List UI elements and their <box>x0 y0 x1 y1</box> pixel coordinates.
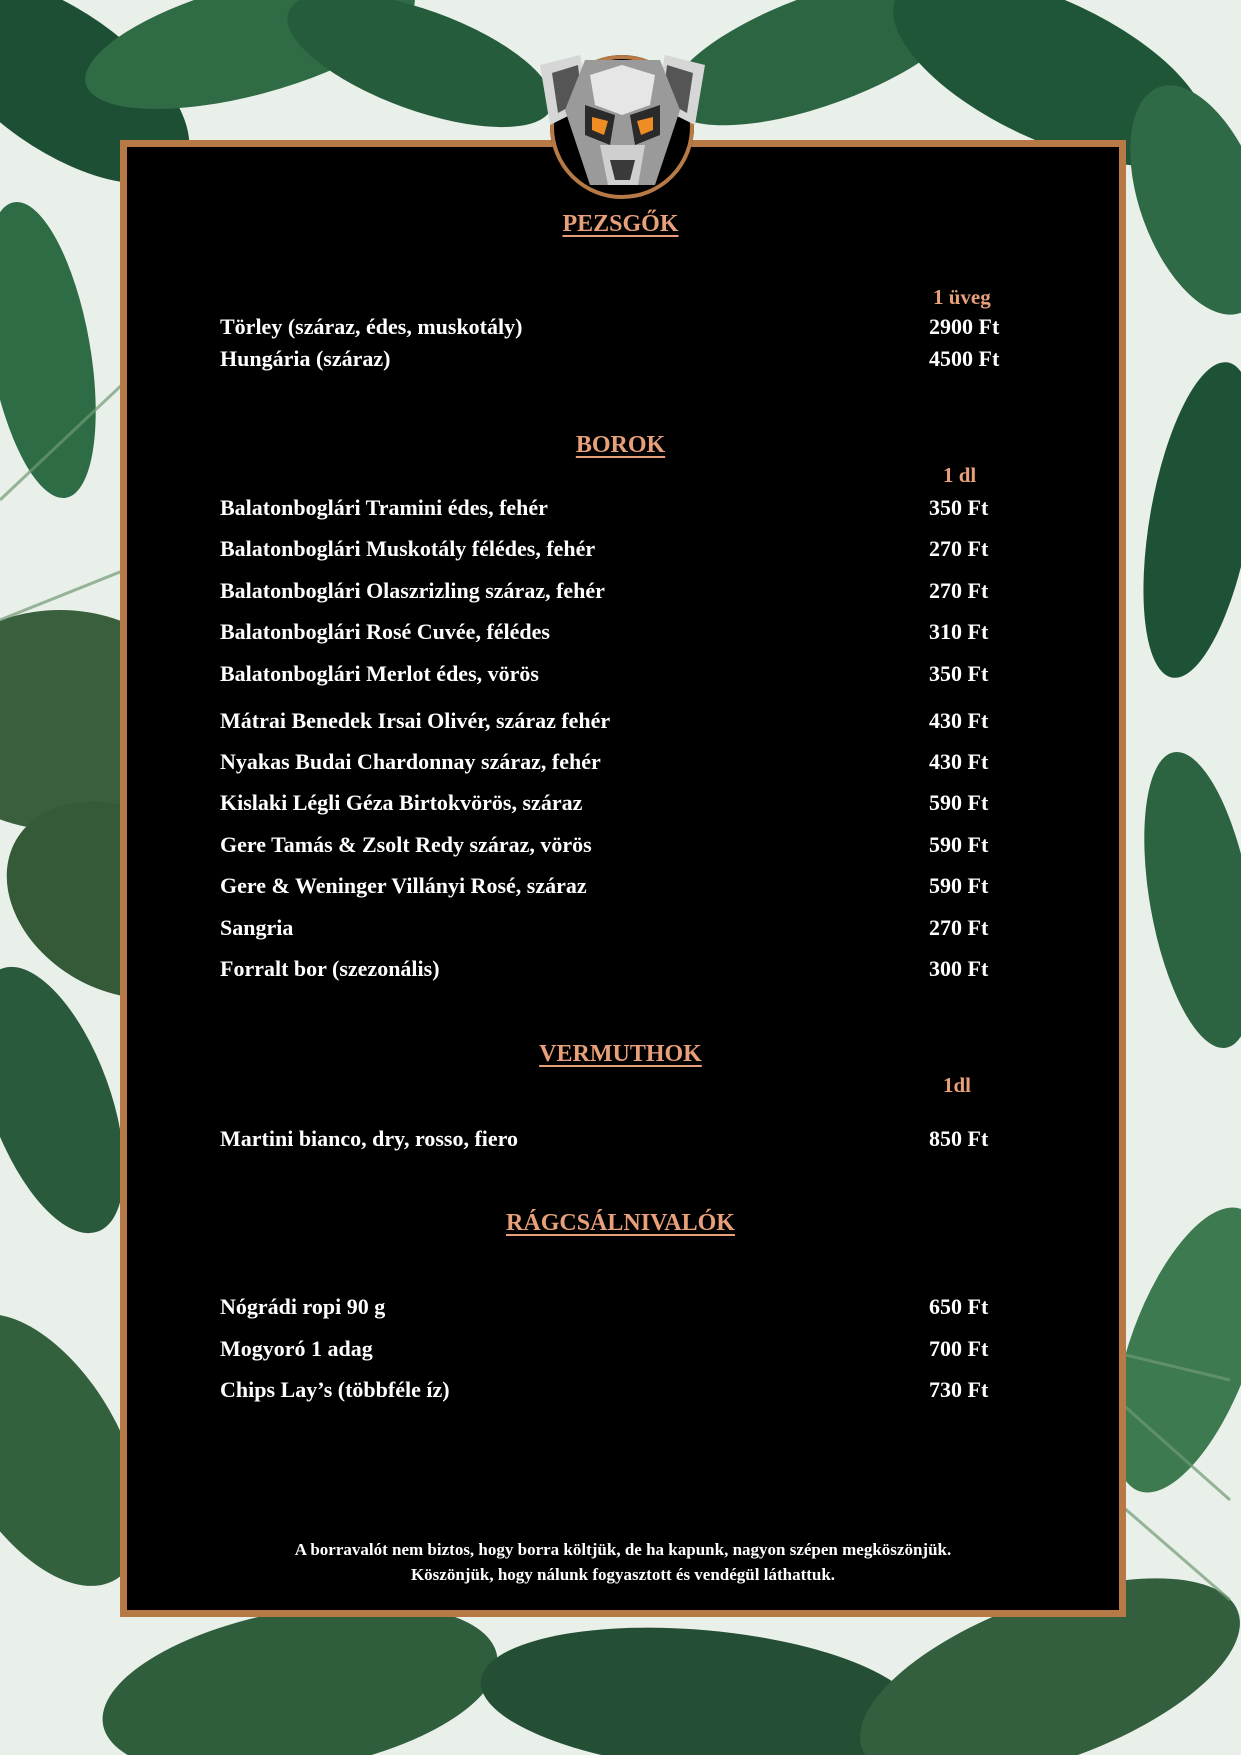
menu-item-name: Gere & Weninger Villányi Rosé, száraz <box>220 873 587 898</box>
menu-item-name: Törley (száraz, édes, muskotály) <box>220 314 523 339</box>
menu-item-price: 310 Ft <box>929 619 989 644</box>
menu-item-price: 270 Ft <box>929 536 989 561</box>
menu-item-name: Martini bianco, dry, rosso, fiero <box>220 1126 519 1151</box>
section-title-pezsgok: PEZSGŐK <box>562 211 679 237</box>
unit-label-pezsgok: 1 üveg <box>933 285 991 309</box>
menu-item-price: 590 Ft <box>929 790 989 815</box>
menu-item-price: 590 Ft <box>929 873 989 898</box>
section-title-borok: BOROK <box>575 432 666 458</box>
menu-item-price: 590 Ft <box>929 832 989 857</box>
menu-item-name: Balatonboglári Merlot édes, vörös <box>220 661 539 686</box>
menu-item-name: Mátrai Benedek Irsai Olivér, száraz fehér <box>220 708 611 733</box>
footer-note-line-2: Köszönjük, hogy nálunk fogyasztott és vendégül láthattuk. <box>410 1565 836 1584</box>
menu-item-name: Kislaki Légli Géza Birtokvörös, száraz <box>220 790 583 815</box>
section-title-vermuthok: VERMUTHOK <box>539 1041 702 1067</box>
unit-label-borok: 1 dl <box>943 463 977 487</box>
menu-item-price: 430 Ft <box>929 708 989 733</box>
menu-item-price: 4500 Ft <box>929 346 1000 371</box>
menu-item-price: 2900 Ft <box>929 314 1000 339</box>
menu-item-name: Sangria <box>220 915 294 940</box>
menu-item-name: Balatonboglári Tramini édes, fehér <box>220 495 548 520</box>
menu-item-price: 270 Ft <box>929 915 989 940</box>
menu-item-price: 430 Ft <box>929 749 989 774</box>
menu-item-name: Mogyoró 1 adag <box>220 1336 373 1361</box>
menu-item-price: 270 Ft <box>929 578 989 603</box>
menu-item-name: Hungária (száraz) <box>220 346 391 371</box>
menu-item-name: Chips Lay’s (többféle íz) <box>220 1377 450 1402</box>
menu-item-price: 700 Ft <box>929 1336 989 1361</box>
menu-item-price: 850 Ft <box>929 1126 989 1151</box>
menu-item-price: 350 Ft <box>929 495 989 520</box>
section-title-ragcsalnivalok: RÁGCSÁLNIVALÓK <box>506 1210 735 1236</box>
menu-item-price: 350 Ft <box>929 661 989 686</box>
menu-item-name: Balatonboglári Muskotály félédes, fehér <box>220 536 596 561</box>
menu-item-name: Nógrádi ropi 90 g <box>220 1294 386 1319</box>
unit-label-vermuthok: 1dl <box>943 1073 972 1097</box>
menu-item-price: 300 Ft <box>929 956 989 981</box>
menu-item-name: Nyakas Budai Chardonnay száraz, fehér <box>220 749 601 774</box>
menu-item-price: 730 Ft <box>929 1377 989 1402</box>
menu-item-name: Balatonboglári Rosé Cuvée, félédes <box>220 619 550 644</box>
menu-item-name: Balatonboglári Olaszrizling száraz, fehér <box>220 578 605 603</box>
menu-item-name: Gere Tamás & Zsolt Redy száraz, vörös <box>220 832 592 857</box>
menu-item-price: 650 Ft <box>929 1294 989 1319</box>
footer-note-line-1: A borravalót nem biztos, hogy borra költjük, de ha kapunk, nagyon szépen megköszönjük. <box>294 1540 952 1559</box>
lemur-logo-icon <box>530 35 715 200</box>
menu-item-name: Forralt bor (szezonális) <box>220 956 440 981</box>
